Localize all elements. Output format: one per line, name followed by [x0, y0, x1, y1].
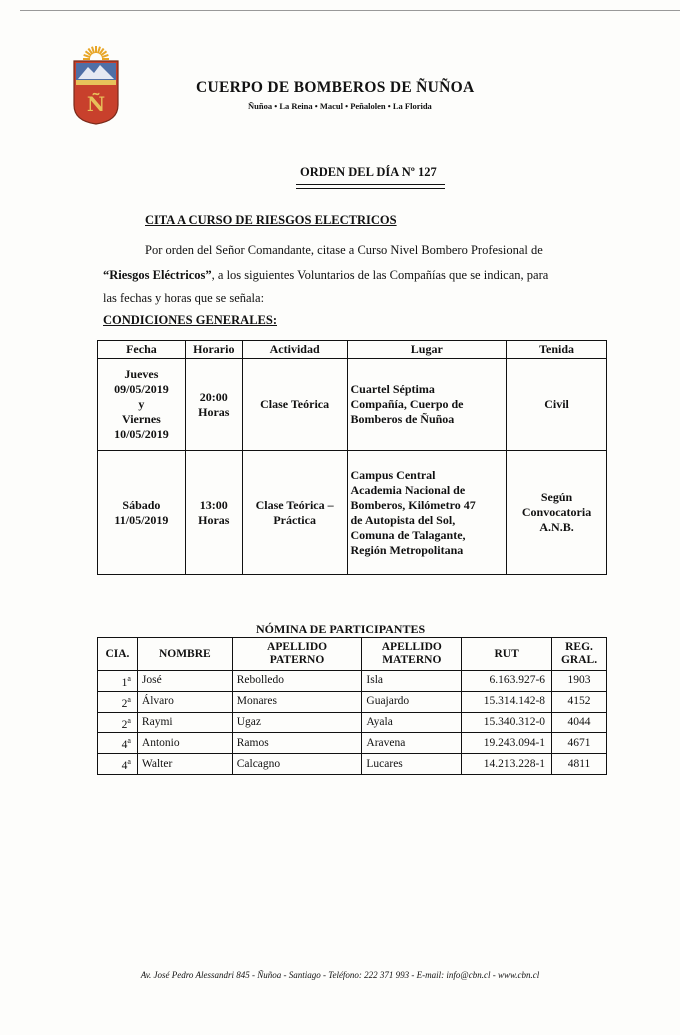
- schedule-cell-fecha: Sábado 11/05/2019: [98, 451, 186, 575]
- course-name: “Riesgos Eléctricos”: [103, 268, 212, 282]
- participant-cia: 2$^a$: [98, 691, 138, 712]
- schedule-header-actividad: Actividad: [242, 341, 347, 359]
- participant-cia: 1$^a$: [98, 671, 138, 692]
- header-nombre: NOMBRE: [137, 638, 232, 671]
- schedule-cell-lugar: Campus Central Academia Nacional de Bomberos, Kilómetro 47 de Autopista del Sol, Comuna de Talagante, Región Metropolitana: [347, 451, 507, 575]
- schedule-table: [97, 340, 607, 575]
- participant-paterno: Calcagno: [232, 754, 362, 775]
- participant-rut: 6.163.927-6: [462, 671, 552, 692]
- participant-row: [98, 754, 607, 775]
- participant-row: [98, 671, 607, 692]
- participant-nombre: Walter: [137, 754, 232, 775]
- participant-reg: 4671: [552, 733, 607, 754]
- participant-reg: 4152: [552, 691, 607, 712]
- fire-department-crest-icon: [70, 45, 122, 125]
- crest-sun-rays: [83, 46, 109, 59]
- participant-materno: Isla: [362, 671, 462, 692]
- course-heading: CITA A CURSO DE RIESGOS ELECTRICOS: [145, 213, 397, 227]
- organization-name: CUERPO DE BOMBEROS DE ÑUÑOA: [196, 79, 475, 96]
- participant-materno: Guajardo: [362, 691, 462, 712]
- participant-row: [98, 691, 607, 712]
- header-apellido-paterno: APELLIDO PATERNO: [232, 638, 362, 671]
- page-top-rule: [20, 10, 680, 11]
- participant-reg: 4811: [552, 754, 607, 775]
- header-reg-gral: REG. GRAL.: [552, 638, 607, 671]
- participant-materno: Lucares: [362, 754, 462, 775]
- body-line-1: Por orden del Señor Comandante, citase a Curso Nivel Bombero Profesional de: [145, 243, 543, 257]
- schedule-cell-horario: 13:00 Horas: [185, 451, 242, 575]
- header-apellido-materno: APELLIDO MATERNO: [362, 638, 462, 671]
- schedule-cell-actividad: Clase Teórica: [242, 359, 347, 451]
- schedule-row: [98, 359, 607, 451]
- participant-nombre: Álvaro: [137, 691, 232, 712]
- conditions-heading: CONDICIONES GENERALES:: [103, 313, 277, 327]
- schedule-header-fecha: Fecha: [98, 341, 186, 359]
- header-cia: CIA.: [98, 638, 138, 671]
- participant-cia: 2$^a$: [98, 712, 138, 733]
- participant-nombre: José: [137, 671, 232, 692]
- order-title: ORDEN DEL DÍA Nº 127: [300, 165, 437, 179]
- participant-reg: 4044: [552, 712, 607, 733]
- participant-rut: 19.243.094-1: [462, 733, 552, 754]
- participant-cia: 4$^a$: [98, 754, 138, 775]
- order-title-underline-2: [296, 188, 445, 189]
- body-line-2: [103, 268, 548, 283]
- participant-nombre: Raymi: [137, 712, 232, 733]
- body-line-2-rest: , a los siguientes Voluntarios de las Compañías que se indican, para: [211, 268, 549, 282]
- crest-letter: Ñ: [86, 92, 106, 116]
- organization-communes: Ñuñoa • La Reina • Macul • Peñalolen • La Florida: [248, 101, 432, 111]
- schedule-header-row: [98, 341, 607, 359]
- schedule-cell-tenida: Según Convocatoria A.N.B.: [507, 451, 607, 575]
- participant-paterno: Ugaz: [232, 712, 362, 733]
- schedule-header-horario: Horario: [185, 341, 242, 359]
- participant-materno: Ayala: [362, 712, 462, 733]
- schedule-header-lugar: Lugar: [347, 341, 507, 359]
- participant-materno: Aravena: [362, 733, 462, 754]
- schedule-cell-lugar: Cuartel Séptima Compañía, Cuerpo de Bomberos de Ñuñoa: [347, 359, 507, 451]
- participant-rut: 15.314.142-8: [462, 691, 552, 712]
- participant-reg: 1903: [552, 671, 607, 692]
- participants-title: NÓMINA DE PARTICIPANTES: [256, 622, 426, 636]
- participant-row: [98, 712, 607, 733]
- participant-rut: 15.340.312-0: [462, 712, 552, 733]
- participant-row: [98, 733, 607, 754]
- participant-cia: 4$^a$: [98, 733, 138, 754]
- schedule-cell-tenida: Civil: [507, 359, 607, 451]
- participant-paterno: Rebolledo: [232, 671, 362, 692]
- body-line-3: las fechas y horas que se señala:: [103, 291, 265, 305]
- participants-table: [97, 637, 607, 775]
- participant-paterno: Ramos: [232, 733, 362, 754]
- schedule-cell-actividad: Clase Teórica – Práctica: [242, 451, 347, 575]
- header-rut: RUT: [462, 638, 552, 671]
- participant-paterno: Monares: [232, 691, 362, 712]
- schedule-header-tenida: Tenida: [507, 341, 607, 359]
- order-title-underline: [296, 184, 445, 185]
- footer-contact: Av. José Pedro Alessandri 845 - Ñuñoa - Santiago - Teléfono: 222 371 993 - E-mail: info@cbn.cl - www.cbn.cl: [140, 970, 540, 980]
- participant-nombre: Antonio: [137, 733, 232, 754]
- schedule-cell-fecha: Jueves 09/05/2019 y Viernes 10/05/2019: [98, 359, 186, 451]
- schedule-cell-horario: 20:00 Horas: [185, 359, 242, 451]
- participants-header-row: [98, 638, 607, 671]
- participant-rut: 14.213.228-1: [462, 754, 552, 775]
- schedule-row: [98, 451, 607, 575]
